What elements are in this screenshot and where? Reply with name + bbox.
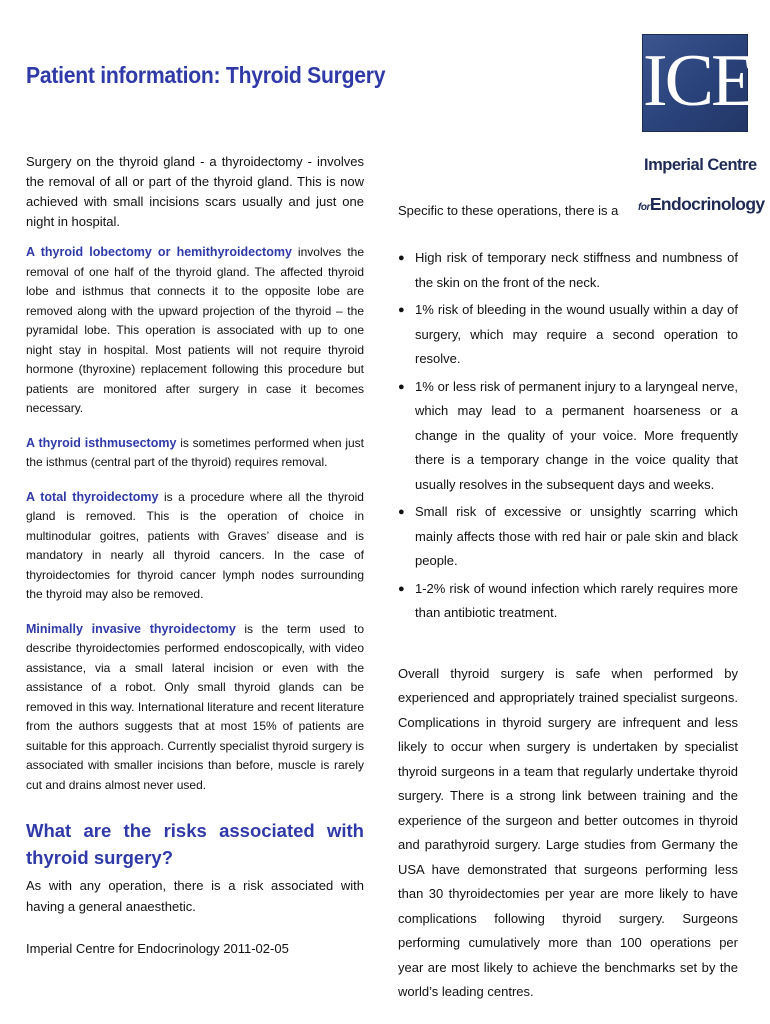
total-thyroidectomy-text: is a procedure where all the thyroid gland is removed. This is the operation of choice in multinodular goitres, patients with Graves’ disease and is mandatory in nearly all thyroid cancers. In the case of thyroidectomies for thyroid cancer lymph nodes surrounding the thyroid may also be removed. [26, 489, 364, 601]
lobectomy-paragraph [26, 243, 364, 419]
bullet-icon: ● [398, 506, 405, 518]
ice-logo-box [642, 34, 754, 132]
page-title: Patient information: Thyroid Surgery [26, 62, 386, 88]
ice-logo-for: for [638, 202, 650, 213]
total-thyroidectomy-term: A total thyroidectomy [26, 489, 159, 504]
minimally-invasive-paragraph [26, 620, 364, 796]
list-item [398, 375, 738, 498]
isthmusectomy-term: A thyroid isthmusectomy [26, 435, 177, 450]
risks-heading: What are the risks associated with thyroid surgery? [26, 820, 364, 868]
list-item [398, 298, 738, 372]
bullet-icon: ● [398, 304, 405, 316]
risk-list [398, 246, 738, 626]
risk-text: 1% or less risk of permanent injury to a laryngeal nerve, which may lead to a permanent hoarseness or a change in the quality of your voice. More frequently there is a temporary change in the voice quality that usually resolves in the subsequent days and weeks. [415, 378, 738, 492]
ice-logo-endocrinology: Endocrinology [649, 194, 765, 214]
minimally-invasive-text: is the term used to describe thyroidectomies performed endoscopically, with video assistance, via a small lateral incision or even with the assistance of a robot. Only small thyroid glands can be removed in this way. International literature and recent literature from the authors suggests that at most 15% of patients are suitable for this approach. Currently specialist thyroid surgery is associated with smaller incisions than before, muscle is rarely cut and drains almost never used. [26, 621, 365, 792]
list-item [398, 246, 738, 295]
right-column [398, 201, 738, 1005]
ice-logo [638, 34, 765, 224]
list-item [398, 500, 738, 574]
specific-intro: Specific to these operations, there is a [398, 203, 619, 218]
ice-logo-line1: Imperial Centre [644, 156, 757, 174]
bullet-icon: ● [398, 380, 405, 393]
minimally-invasive-term: Minimally invasive thyroidectomy [26, 621, 236, 636]
lobectomy-term: A thyroid lobectomy or hemithyroidectomy [26, 245, 292, 259]
isthmusectomy-paragraph [26, 434, 364, 473]
footer-text: Imperial Centre for Endocrinology 2011-02-05 [26, 941, 289, 956]
risk-text: Small risk of excessive or unsightly scarring which mainly affects those with red hair or pale skin and black people. [415, 504, 738, 568]
anaesthetic-paragraph: As with any operation, there is a risk associated with having a general anaesthetic. [26, 878, 364, 914]
risk-text: High risk of temporary neck stiffness and numbness of the skin on the front of the neck. [415, 250, 738, 290]
bullet-icon: ● [398, 582, 405, 595]
intro-paragraph: Surgery on the thyroid gland - a thyroidectomy - involves the removal of all or part of the thyroid gland. This is now achieved with small incisions scars usually and just one night in hospital. [26, 154, 364, 229]
ice-logo-letters: ICE [643, 40, 754, 122]
isthmusectomy-text: is sometimes performed when just the isthmus (central part of the thyroid) requires removal. [26, 435, 365, 469]
bullet-icon: ● [398, 252, 405, 264]
overall-paragraph: Overall thyroid surgery is safe when performed by experienced and appropriately trained specialist surgeons. Complications in thyroid surgery are infrequent and less likely to occur when surgery is undertaken by specialist thyroid surgeons in a team that regularly undertake thyroid surgery. There is a strong link between training and the experience of the surgeon and better outcomes in thyroid and parathyroid surgery. Large studies from Germany the USA have demonstrated that surgeons performing less than 30 thyroidectomies per year are more likely to have complications following thyroid surgery. Surgeons performing cumulatively more than 100 operations per year are most likely to achieve the benchmarks set by the world’s leading centres. [398, 665, 738, 999]
left-column [26, 152, 364, 917]
risk-text: 1-2% risk of wound infection which rarely requires more than antibiotic treatment. [415, 580, 738, 620]
risk-text: 1% risk of bleeding in the wound usually within a day of surgery, which may require a second operation to resolve. [415, 302, 738, 366]
total-thyroidectomy-paragraph [26, 488, 364, 605]
list-item [398, 577, 738, 626]
lobectomy-text: involves the removal of one half of the thyroid gland. The affected thyroid lobe and isthmus that connects it to the opposite lobe are removed along with the upward projection of the thyroid – the pyramidal lobe. This operation is associated with up to one night stay in hospital. Most patients will not require thyroid hormone (thyroxine) replacement following this procedure but patients are monitored after surgery in case it becomes necessary. [26, 245, 364, 415]
